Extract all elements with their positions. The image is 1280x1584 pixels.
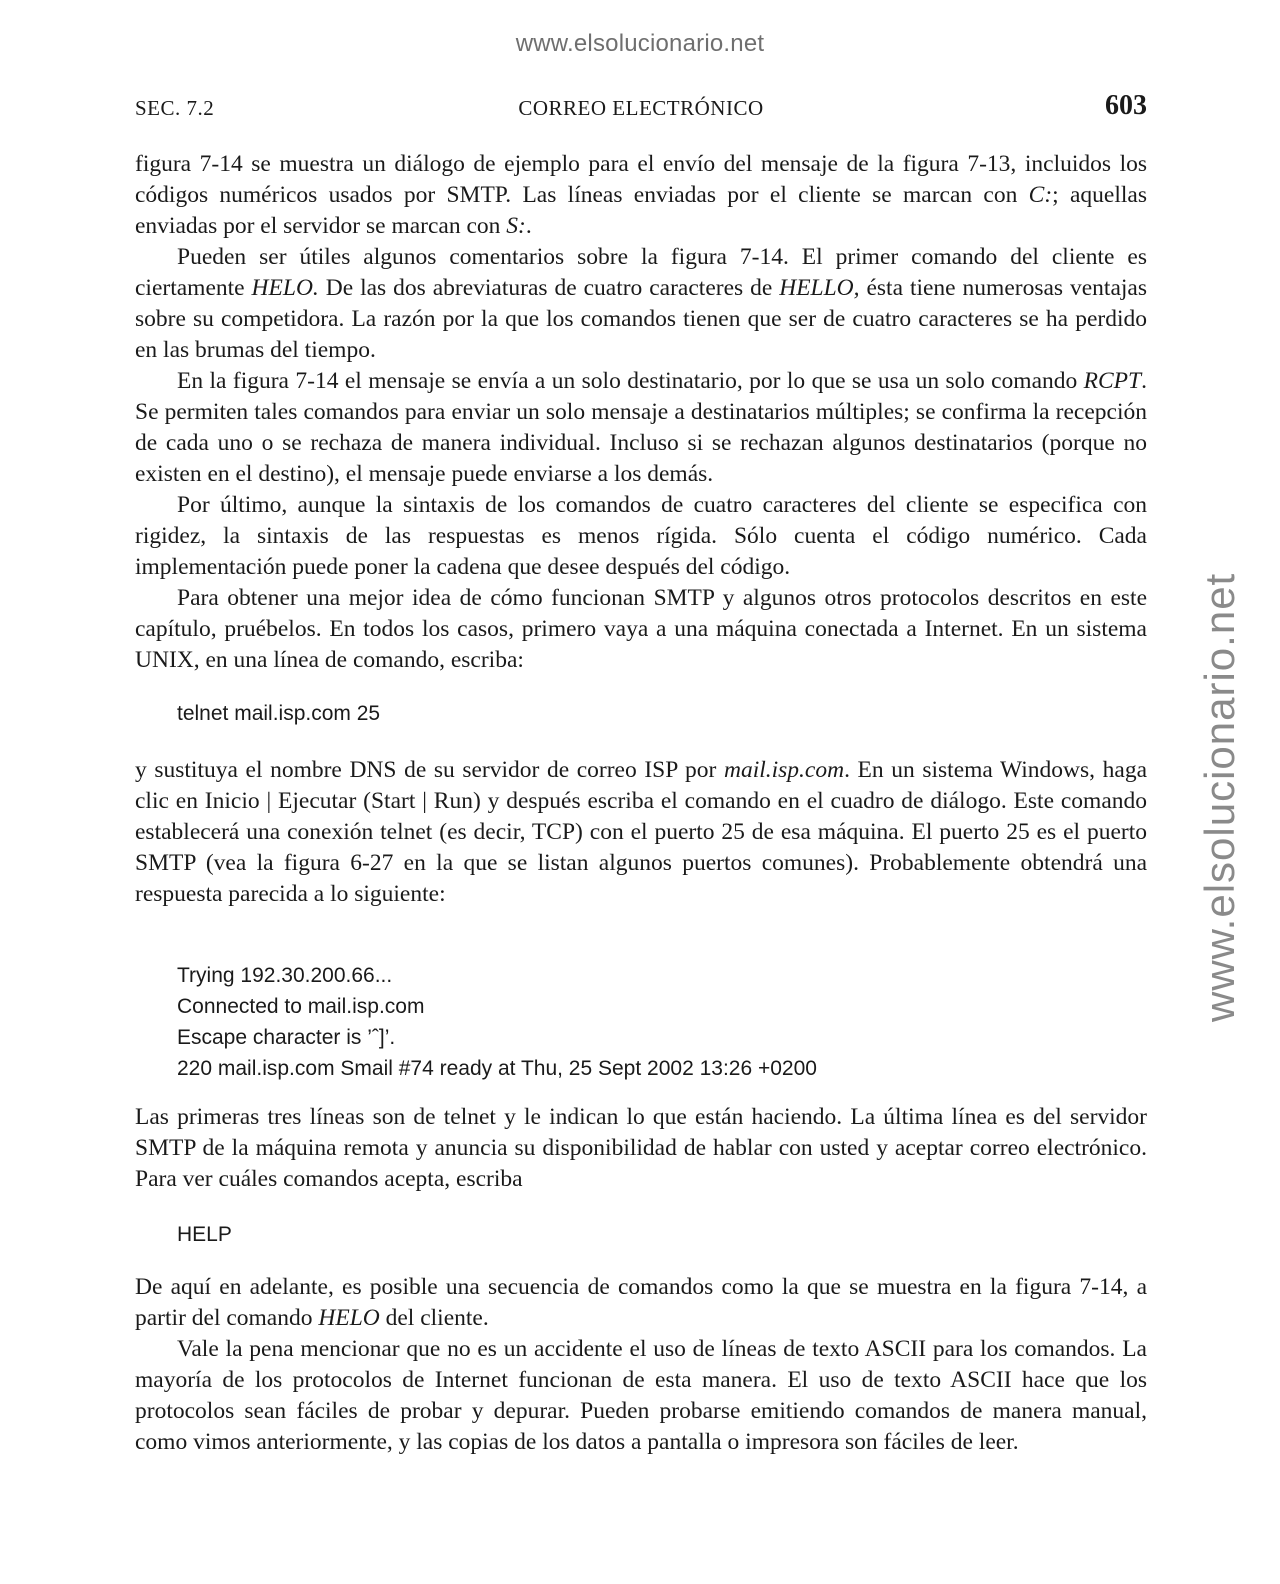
chapter-title: CORREO ELECTRÓNICO: [518, 96, 764, 120]
paragraph-4: Por último, aunque la sintaxis de los comandos de cuatro caracteres del cliente se especifica con rigidez, la sintaxis de las respuestas es menos rígida. Sólo cuenta el código numérico. Cada implementación puede poner la cadena que desee después del código.: [135, 492, 1147, 580]
code-line: 220 mail.isp.com Smail #74 ready at Thu, 25 Sept 2002 13:26 +0200: [177, 1057, 817, 1080]
page-body: [135, 149, 1147, 1458]
paragraph-2: Pueden ser útiles algunos comentarios sobre la figura 7-14. El primer comando del cliente es ciertamente HELO. De las dos abreviaturas de cuatro caracteres de HELLO, ésta tiene numerosas ventajas sobre su competidora. La razón por la que los comandos tienen que ser de cuatro caracteres se ha perdido en las brumas del tiempo.: [135, 244, 1147, 363]
paragraph-1: figura 7-14 se muestra un diálogo de ejemplo para el envío del mensaje de la figura 7-13, incluidos los códigos numéricos usados por SMTP. Las líneas enviadas por el cliente se marcan con C:; aquellas enviadas por el servidor se marcan con S:.: [135, 151, 1147, 239]
section-label: SEC. 7.2: [135, 96, 215, 120]
page-number: 603: [1105, 90, 1147, 121]
paragraph-6: y sustituya el nombre DNS de su servidor de correo ISP por mail.isp.com. En un sistema Windows, haga clic en Inicio | Ejecutar (Start | Run) y después escriba el comando en el cuadro de diálogo. Este comando establecerá una conexión telnet (es decir, TCP) con el puerto 25 de esa máquina. El puerto 25 es el puerto SMTP (vea la figura 6-27 en la que se listan algunos puertos comunes). Probablemente obtendrá una respuesta parecida a lo siguiente:: [135, 757, 1147, 907]
running-head: [135, 90, 1147, 122]
paragraph-7: Las primeras tres líneas son de telnet y le indican lo que están haciendo. La última línea es del servidor SMTP de la máquina remota y anuncia su disponibilidad de hablar con usted y aceptar correo electrónico. Para ver cuáles comandos acepta, escriba: [135, 1104, 1147, 1192]
watermark-side: www.elsolucionario.net: [1196, 572, 1243, 1022]
code-line: Escape character is ’ˆ]’.: [177, 1026, 396, 1049]
code-line: Trying 192.30.200.66...: [177, 964, 393, 987]
code-telnet-response: [135, 960, 1147, 1084]
code-help-command: HELP: [177, 1223, 232, 1246]
watermark-top: www.elsolucionario.net: [515, 30, 765, 57]
code-line: Connected to mail.isp.com: [177, 995, 425, 1018]
paragraph-8: De aquí en adelante, es posible una secuencia de comandos como la que se muestra en la figura 7-14, a partir del comando HELO del cliente.: [135, 1274, 1147, 1331]
paragraph-9: Vale la pena mencionar que no es un accidente el uso de líneas de texto ASCII para los comandos. La mayoría de los protocolos de Internet funcionan de esta manera. El uso de texto ASCII hace que los protocolos sean fáciles de probar y depurar. Pueden probarse emitiendo comandos de manera manual, como vimos anteriormente, y las copias de los datos a pantalla o impresora son fáciles de leer.: [135, 1336, 1147, 1455]
paragraph-5: Para obtener una mejor idea de cómo funcionan SMTP y algunos otros protocolos descritos en este capítulo, pruébelos. En todos los casos, primero vaya a una máquina conectada a Internet. En un sistema UNIX, en una línea de comando, escriba:: [135, 585, 1147, 673]
paragraph-3: En la figura 7-14 el mensaje se envía a un solo destinatario, por lo que se usa un solo comando RCPT. Se permiten tales comandos para enviar un solo mensaje a destinatarios múltiples; se confirma la recepción de cada uno o se rechaza de manera individual. Incluso si se rechazan algunos destinatarios (porque no existen en el destino), el mensaje puede enviarse a los demás.: [135, 368, 1147, 487]
code-telnet-command: telnet mail.isp.com 25: [177, 702, 381, 725]
